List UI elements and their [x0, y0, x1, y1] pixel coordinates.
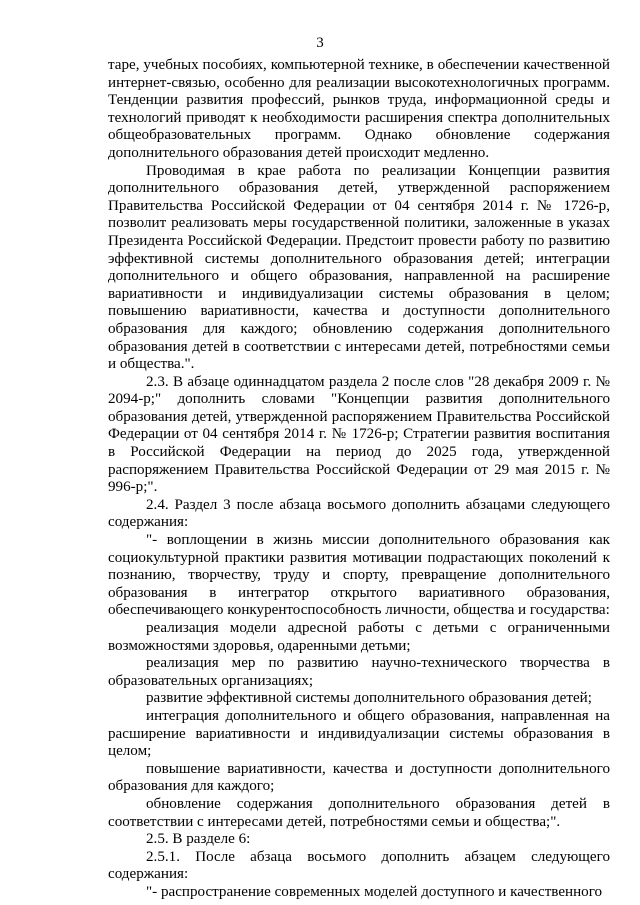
document-body [108, 57, 610, 902]
paragraph: "- воплощении в жизнь миссии дополнительного образования как социокультурной практики развития мотивации подрастающих поколений к познанию, творчеству, труду и спорту, превращение дополнительного образования в интегратор открытого вариативного образования, обеспечивающего конкурентоспособность личности, общества и государства: [108, 532, 610, 619]
paragraph: 2.5. В разделе 6: [146, 831, 251, 848]
paragraph: 2.4. Раздел 3 после абзаца восьмого дополнить абзацами следующего содержания: [108, 496, 610, 531]
paragraph: обновление содержания дополнительного образования детей в соответствии с интересами детей, потребностями семьи и общества;". [108, 795, 610, 830]
paragraph: реализация мер по развитию научно-технического творчества в образовательных организациях; [108, 655, 610, 689]
page-number: 3 [316, 35, 324, 51]
paragraph: Проводимая в крае работа по реализации Концепции развития дополнительного образования детей, утвержденной распоряжением Правительства Российской Федерации от 04 сентября 2014 г. № 1726-р, позволит реализовать меры государственной политики, заложенные в указах Президента Российской Федерации. Предстоит провести работу по развитию эффективной системы дополнительного образования детей; интеграции дополнительного и общего образования, направленной на расширение вариативности и индивидуализации системы образования в целом; повышению вариативности, качества и доступности дополнительного образования для каждого; обновлению содержания дополнительного образования детей в соответствии с интересами детей, потребностями семьи и общества.". [108, 162, 610, 373]
paragraph: повышение вариативности, качества и доступности дополнительного образования для каждого; [108, 760, 610, 795]
paragraph: 2.5.1. После абзаца восьмого дополнить абзацем следующего содержания: [108, 848, 610, 883]
paragraph: 2.3. В абзаце одиннадцатом раздела 2 после слов "28 декабря 2009 г. № 2094-р;" дополнить словами "Концепции развития дополнительного образования детей, утвержденной распоряжением Правительства Российской Федерации от 04 сентября 2014 г. № 1726-р; Стратегии развития воспитания в Российской Федерации на период до 2025 года, утвержденной распоряжением Правительства Российской Федерации от 29 мая 2015 г. № 996-р;". [108, 373, 610, 496]
paragraph: таре, учебных пособиях, компьютерной технике, в обеспечении качественной интернет-связью, особенно для реализации высокотехнологичных программ. Тенденции развития профессий, рынков труда, информационной среды и технологий приводят к необходимости расширения спектра дополнительных общеобразовательных программ. Однако обновление содержания дополнительного образования детей происходит медленно. [108, 57, 610, 161]
paragraph: "- распространение современных моделей доступного и качественного [146, 883, 603, 900]
paragraph: интеграция дополнительного и общего образования, направленная на расширение вариативности и индивидуализации системы образования в целом; [108, 707, 610, 760]
paragraph: реализация модели адресной работы с детьми с ограниченными возможностями здоровья, одаренными детьми; [108, 620, 610, 654]
paragraph: развитие эффективной системы дополнительного образования детей; [146, 690, 592, 707]
